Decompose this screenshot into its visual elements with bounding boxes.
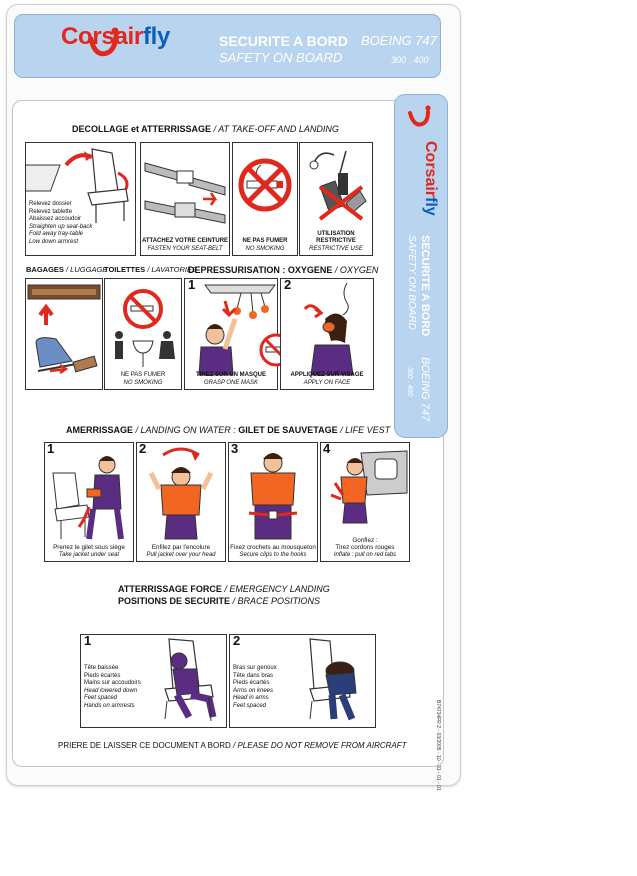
oxygen-step1-caption: TIREZ SUR UN MASQUE GRASP ONE MASK xyxy=(195,372,266,386)
no-smoking-panel xyxy=(232,142,298,256)
brace-position2-illustration xyxy=(230,635,375,727)
restrictive-use-panel xyxy=(299,142,373,256)
brace-position2-number: 2 xyxy=(233,633,241,648)
side-tab-variants: 300 . 400 xyxy=(406,367,413,397)
vest-step2-number: 2 xyxy=(139,441,147,456)
vest-step3-caption: Fixez crochets au mousqueton Secure clips to the hooks xyxy=(230,544,316,558)
brace-position1-panel xyxy=(80,634,227,728)
oxygen-step1-number: 1 xyxy=(188,277,196,292)
tui-smile-logo-icon xyxy=(406,103,436,133)
seatbelt-panel xyxy=(140,142,230,256)
lavatory-panel xyxy=(104,278,182,390)
vest-step3-number: 3 xyxy=(231,441,239,456)
vest-step2-panel xyxy=(136,442,226,562)
side-tab xyxy=(394,94,448,438)
brace-position2-caption: Bras sur genoux Tête dans bras Pieds écartés Arms on knees Head in arms Feet spaced xyxy=(233,665,277,709)
vest-step4-panel xyxy=(320,442,410,562)
side-tab-title-en: SAFETY ON BOARD xyxy=(406,235,417,330)
vest-step1-number: 1 xyxy=(47,441,55,456)
oxygen-step2-caption: APPLIQUEZ SUR VISAGE APPLY ON FACE xyxy=(290,372,364,386)
oxygen-step2-number: 2 xyxy=(284,277,292,292)
takeoff-heading: DECOLLAGE et ATTERRISSAGE / AT TAKE-OFF AND LANDING xyxy=(72,124,339,134)
brace-position2-panel xyxy=(229,634,376,728)
vest-step4-number: 4 xyxy=(323,441,331,456)
header-title-en: SAFETY ON BOARD xyxy=(219,50,343,65)
brace-position1-number: 1 xyxy=(84,633,92,648)
restrictive-use-caption: UTILISATION RESTRICTIVE RESTRICTIVE USE xyxy=(309,230,363,252)
seat-upright-caption: Relevez dossier Relevez tablette Abaissez accoudoir Straighten up seat-back Fold away tray-table Low down armrest xyxy=(29,201,93,245)
emergency-landing-heading: ATTERRISSAGE FORCE / EMERGENCY LANDING xyxy=(118,584,330,594)
toilets-heading: TOILETTES / LAVATORIES xyxy=(104,265,197,274)
seat-upright-panel xyxy=(25,142,136,256)
seatbelt-caption: ATTACHEZ VOTRE CEINTURE FASTEN YOUR SEAT-BELT xyxy=(141,238,229,252)
no-smoking-caption: NE PAS FUMER NO SMOKING xyxy=(242,238,288,252)
oxygen-step2-panel xyxy=(280,278,374,390)
baggage-heading: BAGAGES / LUGGAGE xyxy=(26,265,108,274)
vest-step1-panel xyxy=(44,442,134,562)
oxygen-heading: DEPRESSURISATION : OXYGENE / OXYGEN xyxy=(188,265,379,275)
header-aircraft: BOEING 747 xyxy=(361,33,437,48)
side-tab-title-fr: SECURITE A BORD xyxy=(419,235,431,337)
header-variants: 300 . 400 xyxy=(391,55,429,65)
brace-position1-caption: Tête baissée Pieds écartés Mains sur accoudoirs Head lowered down Feet spaced Hands on armrests xyxy=(84,665,141,709)
footer-notice: PRIERE DE LAISSER CE DOCUMENT A BORD / PLEASE DO NOT REMOVE FROM AIRCRAFT xyxy=(58,741,407,750)
vest-step1-caption: Prenez le gilet sous siège Take jacket under seat xyxy=(53,544,125,558)
luggage-stowage-illustration xyxy=(26,279,102,389)
brace-positions-heading: POSITIONS DE SECURITE / BRACE POSITIONS xyxy=(118,596,321,606)
vest-step2-caption: Enfilez par l'encolure Pull jacket over your head xyxy=(146,544,216,558)
brace-position1-illustration xyxy=(81,635,226,727)
side-tab-aircraft: BOEING 747 xyxy=(419,357,431,422)
header-title-fr: SECURITE A BORD xyxy=(219,33,348,49)
side-tab-text: Corsairfly xyxy=(422,141,439,216)
brand-name: Corsairfly xyxy=(61,23,171,50)
water-landing-heading: AMERRISSAGE / LANDING ON WATER : GILET DE SAUVETAGE / LIFE VEST xyxy=(66,425,391,435)
card-header xyxy=(14,14,441,78)
luggage-panel xyxy=(25,278,103,390)
vest-step3-panel xyxy=(228,442,318,562)
lavatory-no-smoking-caption: NE PAS FUMER NO SMOKING xyxy=(120,372,166,386)
vest-step4-caption: Gonflez : Tirez cordons rouges Inflate : pull on red tabs xyxy=(333,536,397,558)
document-reference: B74734FR 2 - 03/2005 - 10 - 31 - 01 - 01 xyxy=(435,700,441,791)
